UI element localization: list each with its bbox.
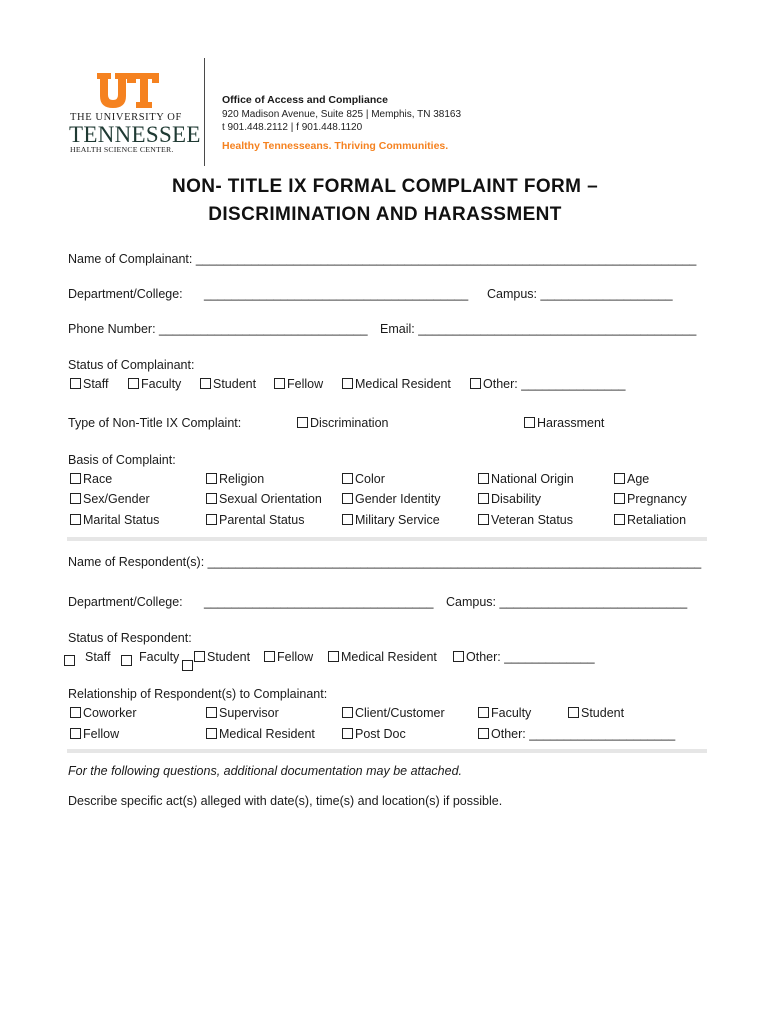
section-divider — [67, 749, 707, 753]
checkbox-icon[interactable] — [478, 728, 489, 739]
checkbox-icon[interactable] — [128, 378, 139, 389]
relationship-option[interactable]: Supervisor — [206, 706, 279, 720]
checkbox-icon[interactable] — [206, 493, 217, 504]
section-divider — [67, 537, 707, 541]
checkbox-icon[interactable] — [342, 493, 353, 504]
checkbox-icon[interactable] — [614, 473, 625, 484]
office-name: Office of Access and Compliance — [222, 94, 388, 106]
university-name-line3: HEALTH SCIENCE CENTER. — [70, 145, 174, 154]
basis-option[interactable]: Sex/Gender — [70, 492, 150, 506]
basis-option[interactable]: Color — [342, 472, 385, 486]
checkbox-icon[interactable] — [206, 728, 217, 739]
checkbox-icon[interactable] — [70, 728, 81, 739]
relationship-option[interactable]: Other: _____________________ — [478, 727, 675, 741]
documentation-note: For the following questions, additional documentation may be attached. — [68, 764, 462, 778]
checkbox-icon[interactable] — [453, 651, 464, 662]
respondent-status-other[interactable]: Other: _____________ — [453, 650, 595, 664]
checkbox-icon[interactable] — [342, 728, 353, 739]
complaint-type-discrimination[interactable]: Discrimination — [297, 416, 389, 430]
complainant-name-field[interactable]: Name of Complainant: ________________________________________________________________________ — [68, 252, 697, 266]
complainant-status-other[interactable]: Other: _______________ — [470, 377, 626, 391]
basis-option[interactable]: Parental Status — [206, 513, 304, 527]
office-address: 920 Madison Avenue, Suite 825 | Memphis, TN 38163 — [222, 109, 462, 120]
relationship-option[interactable]: Fellow — [70, 727, 119, 741]
basis-option[interactable]: Veteran Status — [478, 513, 573, 527]
checkbox-icon[interactable] — [470, 378, 481, 389]
checkbox-icon[interactable] — [328, 651, 339, 662]
complainant-email-field[interactable]: Email: ________________________________________ — [380, 322, 697, 336]
checkbox-icon[interactable] — [264, 651, 275, 662]
checkbox-icon[interactable] — [478, 514, 489, 525]
complaint-type-label: Type of Non-Title IX Complaint: — [68, 416, 242, 430]
checkbox-icon[interactable] — [297, 417, 308, 428]
respondent-status-student[interactable]: Student — [207, 650, 251, 664]
complainant-status-medical-resident[interactable]: Medical Resident — [342, 377, 451, 391]
relationship-heading: Relationship of Respondent(s) to Complainant: — [68, 687, 328, 701]
relationship-option[interactable]: Medical Resident — [206, 727, 315, 741]
form-title-line1: NON- TITLE IX FORMAL COMPLAINT FORM – — [171, 176, 599, 197]
basis-option[interactable]: Retaliation — [614, 513, 686, 527]
respondent-status-heading: Status of Respondent: — [68, 631, 192, 645]
describe-prompt: Describe specific act(s) alleged with date(s), time(s) and location(s) if possible. — [68, 794, 503, 808]
checkbox-icon[interactable] — [614, 514, 625, 525]
basis-option[interactable]: National Origin — [478, 472, 574, 486]
relationship-option[interactable]: Client/Customer — [342, 706, 445, 720]
checkbox-icon[interactable] — [194, 651, 205, 662]
complainant-status-heading: Status of Complainant: — [68, 358, 195, 372]
complainant-status-fellow[interactable]: Fellow — [274, 377, 323, 391]
basis-option[interactable]: Pregnancy — [614, 492, 687, 506]
checkbox-icon[interactable] — [70, 378, 81, 389]
checkbox-icon[interactable] — [121, 655, 132, 666]
form-title-line2: DISCRIMINATION AND HARASSMENT — [208, 204, 562, 225]
checkbox-icon[interactable] — [274, 378, 285, 389]
relationship-option[interactable]: Faculty — [478, 706, 531, 720]
checkbox-icon[interactable] — [478, 493, 489, 504]
checkbox-icon[interactable] — [64, 655, 75, 666]
basis-option[interactable]: Religion — [206, 472, 264, 486]
header-divider — [204, 58, 205, 166]
checkbox-icon[interactable] — [206, 473, 217, 484]
respondent-status-staff[interactable]: Staff — [85, 650, 111, 664]
basis-option[interactable]: Marital Status — [70, 513, 159, 527]
checkbox-icon[interactable] — [524, 417, 535, 428]
checkbox-icon[interactable] — [478, 473, 489, 484]
respondent-name-field[interactable]: Name of Respondent(s): _______________________________________________________________________ — [68, 555, 702, 569]
relationship-option[interactable]: Student — [568, 706, 624, 720]
complainant-status-faculty[interactable]: Faculty — [128, 377, 181, 391]
checkbox-icon[interactable] — [342, 707, 353, 718]
motto: Healthy Tennesseans. Thriving Communities. — [222, 140, 449, 152]
office-phone-fax: t 901.448.2112 | f 901.448.1120 — [222, 122, 363, 133]
checkbox-icon[interactable] — [200, 378, 211, 389]
complainant-dept-field[interactable]: ______________________________________ — [204, 287, 469, 301]
respondent-status-faculty[interactable]: Faculty — [139, 650, 180, 664]
checkbox-icon[interactable] — [614, 493, 625, 504]
complainant-dept-label: Department/College: — [68, 287, 183, 301]
ut-logo — [97, 73, 159, 109]
respondent-status-medical-resident[interactable]: Medical Resident — [328, 650, 437, 664]
complainant-status-student[interactable]: Student — [200, 377, 256, 391]
respondent-dept-field[interactable]: _________________________________ — [204, 595, 434, 609]
checkbox-icon[interactable] — [206, 707, 217, 718]
checkbox-icon[interactable] — [70, 493, 81, 504]
basis-heading: Basis of Complaint: — [68, 453, 176, 467]
respondent-dept-label: Department/College: — [68, 595, 183, 609]
respondent-status-fellow[interactable]: Fellow — [264, 650, 313, 664]
basis-option[interactable]: Disability — [478, 492, 541, 506]
respondent-campus-field[interactable]: Campus: ___________________________ — [446, 595, 688, 609]
checkbox-icon[interactable] — [478, 707, 489, 718]
basis-option[interactable]: Military Service — [342, 513, 440, 527]
checkbox-icon[interactable] — [342, 514, 353, 525]
relationship-option[interactable]: Post Doc — [342, 727, 406, 741]
complainant-status-staff[interactable]: Staff — [70, 377, 108, 391]
checkbox-icon[interactable] — [70, 514, 81, 525]
basis-option[interactable]: Age — [614, 472, 649, 486]
university-name-line2: TENNESSEE — [69, 122, 201, 147]
complaint-type-harassment[interactable]: Harassment — [524, 416, 604, 430]
university-name-line1: THE UNIVERSITY OF — [70, 112, 182, 123]
basis-option[interactable]: Gender Identity — [342, 492, 440, 506]
basis-option[interactable]: Sexual Orientation — [206, 492, 322, 506]
checkbox-icon[interactable] — [182, 660, 193, 671]
complainant-campus-field[interactable]: Campus: ___________________ — [487, 287, 673, 301]
basis-option[interactable]: Race — [70, 472, 112, 486]
checkbox-icon[interactable] — [342, 378, 353, 389]
checkbox-icon[interactable] — [568, 707, 579, 718]
checkbox-icon[interactable] — [70, 707, 81, 718]
checkbox-icon[interactable] — [70, 473, 81, 484]
relationship-option[interactable]: Coworker — [70, 706, 137, 720]
complainant-phone-field[interactable]: Phone Number: ______________________________ — [68, 322, 368, 336]
checkbox-icon[interactable] — [342, 473, 353, 484]
checkbox-icon[interactable] — [206, 514, 217, 525]
